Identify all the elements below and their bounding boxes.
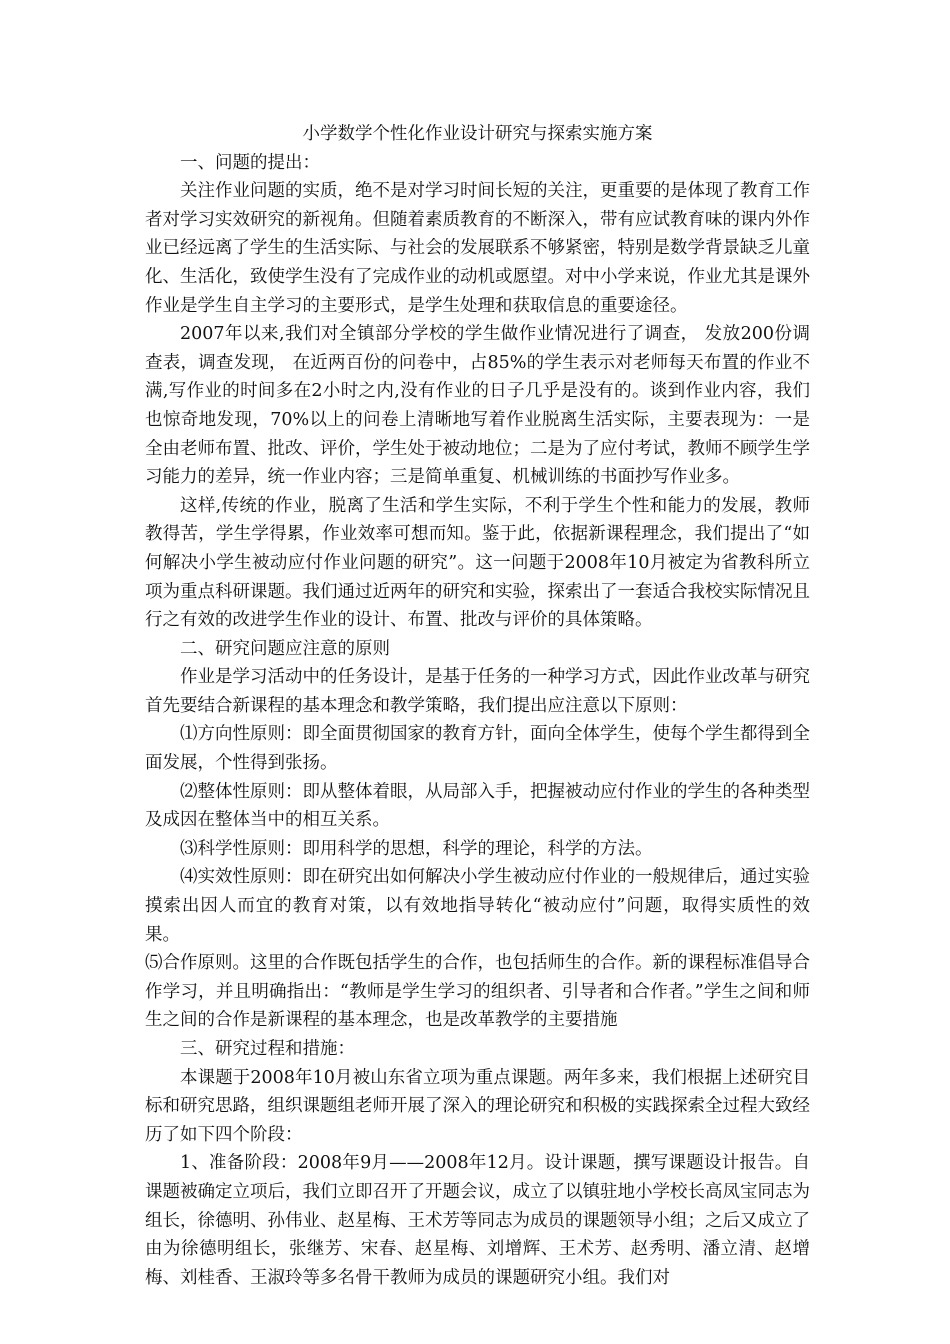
paragraph: 作业是学习活动中的任务设计，是基于任务的一种学习方式，因此作业改革与研究首先要结合新课程的基本理念和教学策略，我们提出应注意以下原则： (145, 667, 810, 716)
section-heading-3: 三、研究过程和措施： (180, 1039, 355, 1059)
document-body (145, 120, 810, 1292)
principle-item: ⑷实效性原则：即在研究出如何解决小学生被动应付作业的一般规律后，通过实验摸索出因人而宜的教育对策，以有效地指导转化“被动应付”问题，取得实质性的效果。 (145, 867, 810, 945)
principle-item: ⑴方向性原则：即全面贯彻国家的教育方针，面向全体学生，使每个学生都得到全面发展，个性得到张扬。 (145, 724, 810, 774)
principle-item: ⑶科学性原则：即用科学的思想，科学的理论，科学的方法。 (180, 838, 653, 859)
principle-item: ⑵整体性原则：即从整体着眼，从局部入手，把握被动应付作业的学生的各种类型及成因在整体当中的相互关系。 (145, 781, 810, 831)
principle-item: ⑸合作原则。这里的合作既包括学生的合作，也包括师生的合作。新的课程标准倡导合作学习，并且明确指出：“教师是学生学习的组织者、引导者和合作者。”学生之间和师生之间的合作是新课程的基本理念，也是改革教学的主要措施 (145, 953, 810, 1031)
paragraph: 1、准备阶段：2008年9月——2008年12月。设计课题，撰写课题设计报告。自课题被确定立项后，我们立即召开了开题会议，成立了以镇驻地小学校长高凤宝同志为组长，徐德明、孙伟业、赵星梅、王术芳等同志为成员的课题领导小组；之后又成立了由为徐德明组长，张继芳、宋春、赵星梅、刘增辉、王术芳、赵秀明、潘立清、赵增梅、刘桂香、王淑玲等多名骨干教师为成员的课题研究小组。我们对 (145, 1153, 810, 1288)
paragraph: 这样,传统的作业，脱离了生活和学生实际，不利于学生个性和能力的发展，教师教得苦，学生学得累，作业效率可想而知。鉴于此，依据新课程理念，我们提出了“如何解决小学生被动应付作业问题的研究”。这一问题于2008年10月被定为省教科所立项为重点科研课题。我们通过近两年的研究和实验，探索出了一套适合我校实际情况且行之有效的改进学生作业的设计、布置、批改与评价的具体策略。 (145, 495, 810, 631)
section-heading-1: 一、问题的提出： (180, 152, 320, 173)
paragraph: 2007年以来,我们对全镇部分学校的学生做作业情况进行了调查， 发放200份调查表，调查发现， 在近两百份的问卷中，占85%的学生表示对老师每天布置的作业不满,写作业的时间多在2小时之内,没有作业的日子几乎是没有的。谈到作业内容，我们也惊奇地发现，70%以上的问卷上清晰地写着作业脱离生活实际，主要表现为：一是全由老师布置、批改、评价，学生处于被动地位；二是为了应付考试，教师不顾学生学习能力的差异，统一作业内容；三是简单重复、机械训练的书面抄写作业多。 (145, 324, 810, 488)
paragraph: 关注作业问题的实质，绝不是对学习时间长短的关注，更重要的是体现了教育工作者对学习实效研究的新视角。但随着素质教育的不断深入，带有应试教育味的课内外作业已经远离了学生的生活实际、与社会的发展联系不够紧密，特别是数学背景缺乏儿童化、生活化，致使学生没有了完成作业的动机或愿望。对中小学来说，作业尤其是课外作业是学生自主学习的主要形式，是学生处理和获取信息的重要途径。 (145, 181, 810, 316)
paragraph: 本课题于2008年10月被山东省立项为重点课题。两年多来，我们根据上述研究目标和研究思路，组织课题组老师开展了深入的理论研究和积极的实践探索全过程大致经历了如下四个阶段： (145, 1067, 810, 1145)
section-heading-2: 二、研究问题应注意的原则 (180, 638, 390, 659)
document-title: 小学数学个性化作业设计研究与探索实施方案 (302, 124, 653, 144)
